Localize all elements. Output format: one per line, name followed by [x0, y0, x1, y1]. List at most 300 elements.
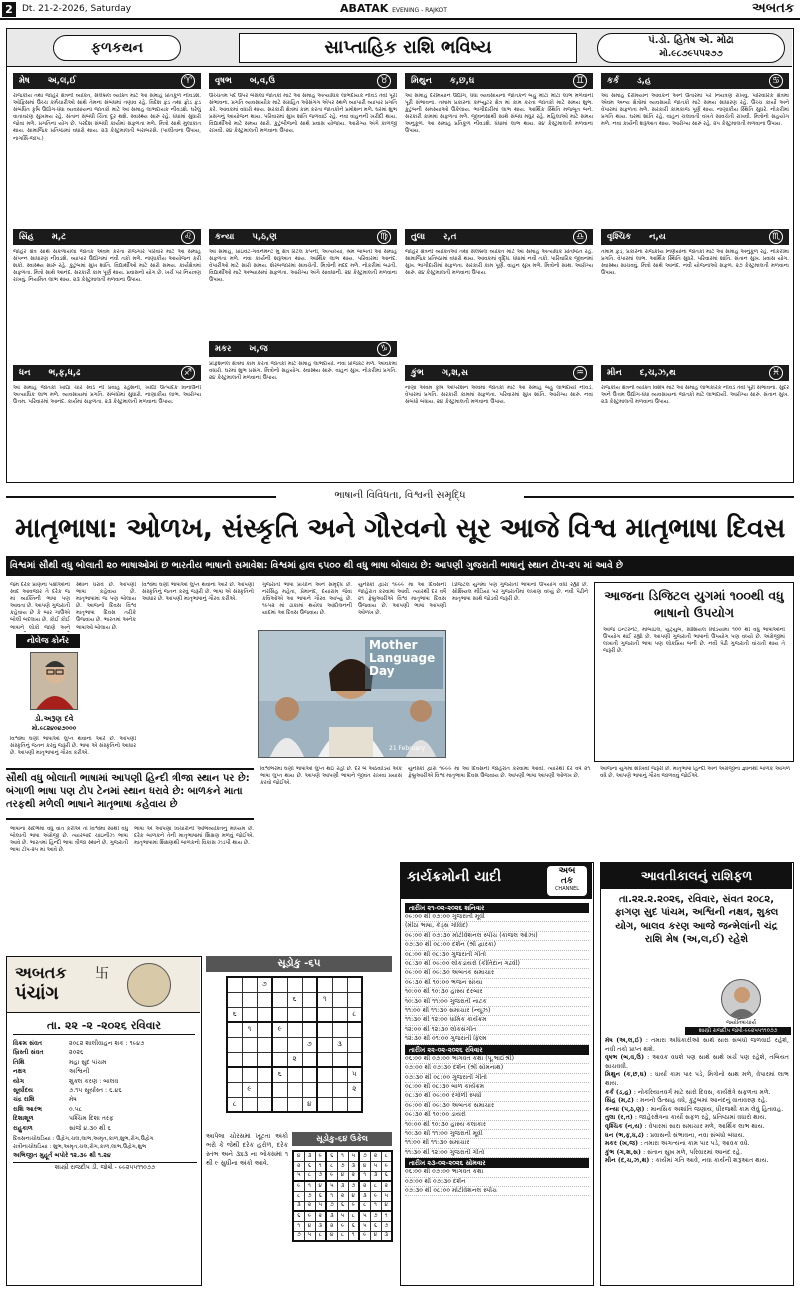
sign-letters: બ,વ,ઉ [249, 76, 275, 86]
sudoku-row [293, 1221, 392, 1231]
event-item: ૧૦:૦૦ થી ૧૦:૩૦ હાસ્ય કલાકાર [405, 1121, 589, 1130]
sudoku-cell: ૫ [326, 1181, 337, 1191]
sign-name: સિંહ [19, 232, 34, 242]
article-kicker [0, 490, 800, 504]
event-item: ૦૯:૦૦ થી ૦૯:૩૦ અબતક સમાચાર [405, 1102, 589, 1111]
sudoku-cell [302, 1052, 317, 1067]
sign-text-makar: પ્રોફેશનલ ક્ષેત્રમાં કામ કરતા જાતકો માટે સમાહ લાભદાયી. નવા પ્રોજેક્ટ મળે. આવકમાં વધારો. ઘરમાં શુભ પ્રસંગ. મિત્રોનો સહયોગ. સ્વાસ્થ્ય સારું. વાહન સુખ. નોકરીમાં પ્રગતિ. ૨૪ કેસ્ટુમાલતી મળવાના ઉપાય. [209, 361, 397, 382]
prediction-item [605, 1037, 789, 1054]
sudoku-cell [227, 1037, 242, 1052]
events-title: કાર્યક્રમોની યાદી [407, 869, 502, 885]
sign-text-kumbh: નાણાં એવમ કૃષિ ઓપરેશન એવમાં જાતકો માટે આ સમાહ બહુ લાભદાયી નીવડે. વેપારમાં પ્રગતિ. સરકારી કામમાં સફળતા. પરિવારમાં સુખ શાંતિ. આરોગ્ય સારું. નવા સંબંધો બંધાય. ૨૪ કેસ્ટુમાલતી મળવાના ઉપાય. [405, 385, 593, 406]
sudoku-cell: ૮ [347, 1007, 362, 1022]
sign-letters: ભ,ફ,ધ,ઢ [48, 368, 81, 378]
sudoku-row [293, 1231, 392, 1241]
sudoku-cell [272, 992, 287, 1007]
panchang-title: પંચાંગ [15, 983, 59, 1004]
sudoku-row [227, 1037, 362, 1052]
events-box [400, 862, 594, 1286]
sign-letters: ગ,શ,સ [441, 368, 468, 378]
panchang-row: દિશાશૂળ પશ્ચિમ દિશા તરફ [13, 1115, 114, 1123]
sudoku-cell: ૧ [315, 1161, 326, 1171]
panchang-row: સૂર્યોદય ૭.૧૫ સૂર્યાસ્ત : ૬.૪૬ [13, 1087, 122, 1095]
sudoku-row [293, 1161, 392, 1171]
sudoku-cell: ૧ [370, 1201, 381, 1211]
sudoku-cell: ૧ [293, 1221, 304, 1231]
page-number: 2 [2, 2, 16, 17]
photo-title-2: Language [369, 651, 436, 665]
events-day-header: તારીખ ૨૩-૦૨-૨૦૨૬ સોમવાર [405, 1158, 589, 1168]
sudoku-cell [287, 977, 302, 992]
event-item: ૦૮:૩૦ થી ૦૯:૦૦ લોકડાયરો (કીર્તિદાન ગઢવી) [405, 960, 589, 969]
sudoku-cell: ૧ [242, 1022, 257, 1037]
panchang-rows [13, 1039, 197, 1173]
sudoku-cell: ૭ [370, 1211, 381, 1221]
sudoku-cell [287, 1007, 302, 1022]
sudoku-cell [302, 1082, 317, 1097]
sudoku-row [227, 1022, 362, 1037]
sudoku-cell: ૩ [370, 1171, 381, 1181]
prediction-sign: તુલા (ર,ત) [605, 1114, 635, 1122]
astrologer-info: શાસ્ત્રી રાજદીપ જોષી-૯૯૨૫૫૧૧૦૭૭ [685, 1027, 791, 1035]
sudoku-row [293, 1211, 392, 1221]
sudoku-cell: ૨ [370, 1151, 381, 1161]
sudoku-cell: ૭ [293, 1231, 304, 1241]
astrologer-name: જ્યોતિષાચાર્ય [726, 1020, 756, 1026]
sign-name: તુલા [411, 232, 426, 242]
sudoku-row [227, 1052, 362, 1067]
event-item: ૦૭:૩૦ થી ૦૮:૦૦ મોટીવેશનલ સ્પીચ [405, 1187, 589, 1196]
event-item: ૧૨:૩૦ થી ૦૧:૦૦ ગુજરાતી ફિલ્મ [405, 1035, 589, 1044]
sign-header-dhan [13, 365, 201, 381]
sudoku-cell: ૩ [332, 1037, 347, 1052]
sudoku-cell: ૨ [287, 1052, 302, 1067]
sudoku-cell [272, 1007, 287, 1022]
pull-quote: સૌથી વધુ બોલાતી ભાષામાં આપણી હિન્દી ત્રીજા સ્થાન પર છે: બંગાળી ભાષા પણ ટોપ ટેનમાં સ્થાન ધરાવે છે: બાળકને માતા તરફથી મળેલી ભાષાને માતૃભાષા કહેવાય છે [6, 768, 254, 820]
sudoku-cell: ૪ [304, 1221, 315, 1231]
sudoku-cell: ૫ [293, 1171, 304, 1181]
sudoku-row [227, 1007, 362, 1022]
aries-icon: ♈ [181, 74, 195, 88]
prediction-item [605, 1132, 789, 1141]
sudoku-cell [317, 1067, 332, 1082]
sudoku-cell [257, 1022, 272, 1037]
sudoku-cell: ૩ [315, 1221, 326, 1231]
article-lower-col-4: યુનેસ્કો દ્વારા ૧૯૯૯ માં આ દિવસની જાહેરાત કરવામાં આવી. ત્યારથી દર વર્ષે ૨૧ ફેબ્રુઆરીએ વિશ્વ માતૃભાષા દિવસ ઉજવાય છે. આપણી ભાષા આપણી ઓળખ છે. [408, 766, 590, 780]
sudoku-cell [257, 992, 272, 1007]
sudoku-cell: ૨ [293, 1161, 304, 1171]
sudoku-cell [287, 1082, 302, 1097]
prediction-text: : આવક વધશે પણ સાથે સાથે ખર્ચ પણ રહેશે, તબિયત સાચવવી. [605, 1054, 789, 1070]
sign-name: મિથુન [411, 76, 432, 86]
sudoku-cell: ૯ [337, 1221, 348, 1231]
astrologer-photo [721, 979, 761, 1019]
paper-edition: EVENING - RAJKOT [392, 7, 447, 14]
prediction-sign: મકર (ખ,જ) [605, 1140, 641, 1148]
sudoku-cell [257, 1007, 272, 1022]
sudoku-cell [317, 1007, 332, 1022]
sudoku-cell [347, 1052, 362, 1067]
event-item: ૦૯:૩૦ થી ૧૦:૦૦ ભજન સંધ્યા [405, 979, 589, 988]
sudoku-cell [302, 992, 317, 1007]
sudoku-cell: ૬ [315, 1191, 326, 1201]
logo-sub: CHANNEL [554, 886, 580, 892]
sudoku-title: સૂડોકુ -૬૫ [206, 956, 392, 972]
choghadiya-day: દિવસનાચોઘડિયા : ઉદ્વેગ,ચલ,લાભ,અમૃત,કાળ,શુભ,રોગ,ઉદ્વેગ [13, 1136, 154, 1143]
panchang-row: રાશિ આરંભ ૦.૫૮ [13, 1105, 83, 1113]
sudoku-cell [257, 1037, 272, 1052]
prediction-text: : ધાર્યા કામ પાર પડે, મિત્રોનો સાથ મળે, વેપારમાં લાભ થાય. [605, 1071, 789, 1087]
sudoku-cell: ૪ [315, 1181, 326, 1191]
sudoku-cell: ૩ [293, 1201, 304, 1211]
sudoku-cell [347, 1097, 362, 1112]
sudoku-cell: ૭ [257, 977, 272, 992]
sudoku-cell: ૨ [359, 1181, 370, 1191]
sudoku-cell [242, 977, 257, 992]
article-lower-col-3: વિશ્વભરમાં ઘણી ભાષાઓ લુપ્ત થઈ રહી છે. દર બે અઠવાડિયે એક ભાષા લુપ્ત થાય છે. આપણે આપણી ભાષાને જીવંત રાખવા પ્રયાસ કરવો જોઈએ. [260, 766, 402, 787]
sudoku-cell: ૬ [304, 1161, 315, 1171]
sign-header-vrushchik [601, 229, 789, 245]
sign-name: કુંભ [411, 368, 424, 378]
prediction-sign: વૃષભ (બ,વ,ઉ) [605, 1054, 648, 1062]
kicker-rule-left [6, 496, 276, 498]
article-col-1b: વિશ્વમાં ઘણી ભાષાઓ લુપ્ત થવાના આરે છે. આપણી સંસ્કૃતિનું જતન કરવું જરૂરી છે. ભાષા એ સંસ્કૃતિનો આધાર છે. આપણી માતૃભાષાનું ગૌરવ કરીએ. [10, 736, 136, 757]
prediction-item [605, 1054, 789, 1071]
article-lower-col-2: ભાષા એ આપણા વિચારોની અભિવ્યક્તિનું માધ્યમ છે. દરેક બાળકને તેની માતૃભાષામાં શિક્ષણ મળવું જોઈએ. માતૃભાષામાં શિક્ષણથી બાળકનો વિકાસ ઝડપી થાય છે. [134, 826, 254, 847]
digital-box-text-2: આજના યુગમાં શીખવી જરૂરી છે. માતૃભાષા હિન્દી અને અંગ્રેજીના જ્ઞાનથી બાળક આગળ વધે છે. આપણે ભાષાનું ગૌરવ જાળવવું જોઈએ. [600, 766, 790, 780]
paper-name [340, 2, 447, 15]
sudoku-cell: ૩ [381, 1231, 392, 1241]
sign-text-kanya: આ સમાહ, પ્રાઇવેટ-ગવર્નમેન્ટ મુ ક્ષેત્ર રિટેલ કંપની, અત્યધ્યા, શ્રમ બાબતી આ સમાહ સફળતા મળે. નવા કાર્યની શરૂઆત થાય. આર્થિક લાભ થાય. પરિવારમાં આનંદ. વેપારીઓ માટે સારો સમય. શેરબજારમાં સાવચેતી. મિત્રોની મદદ મળે. નોકરીમાં બઢતી. વિદ્યાર્થીઓ માટે અભ્યાસમાં સફળતા. આરોગ્ય અંગે સાવધાની. ૨૪ કેસ્ટુમાલતી મળવાના ઉપાય. [209, 249, 397, 284]
sudoku-cell: ૩ [326, 1211, 337, 1221]
sudoku-row [227, 1067, 362, 1082]
panchang-astrologer: શાસ્ત્રી રાજદીપ ડી. જોષી - ૯૯૨૫૫૧૧૦૭૭ [13, 1162, 197, 1173]
sign-text-mesh: રાજકીય તથા જાહેર ક્ષેત્રની વ્યક્તિ, સેલેબ્રલ વ્યક્તિ માટે આ સમાહ પ્રતિકૂળ નીવડશે. ઓફિસમાં ઉચ્ચ કર્મચારીઓ સાથે તેમના સંબંધમાં તણાવ રહે. વિદેશ ફંડ તથા ફ્રોડ ફંડ સંબંધિત કૃષિ ઉદ્યોગ-ધંધા વ્યવસાયના જાતકો માટે આ સમાહ લાભદાયક નીવડશે. ઘરેલું વાતાવરણ સુખમય રહે. સંતાન સંબંધી ચિંતા દૂર થશે. સ્વાસ્થ્ય સારું રહે. ધંધામાં સુધારો જોવા મળે. પ્રગતિના યોગ છે. પરદેશ સંબંધી કાર્યમાં સફળતા મળે. મિત્રો સાથે મુલાકાત થાય. સામાજિક પ્રતિષ્ઠામાં વધારો થાય. ૨૩ કેસ્ટુમાલતી બરાબરસે. (પાલીતાના ઉપાય, નાગર્સિ-જાપ.) [13, 93, 201, 142]
leo-icon: ♌ [181, 230, 195, 244]
sudoku-cell: ૪ [348, 1191, 359, 1201]
sudoku-row [227, 977, 362, 992]
sign-letters: દ,ચ,ઝ,થ [639, 368, 676, 378]
prediction-sign: મેષ (અ,લ,ઈ) [605, 1037, 646, 1044]
prediction-text: : વેપારમાં સારા સમાચાર મળે, આર્થિક લાભ થાય. [644, 1122, 765, 1130]
scorpio-icon: ♏ [769, 230, 783, 244]
sudoku-cell: ૧ [337, 1151, 348, 1161]
prediction-text: : તમારા અધિકારીઓ સાથે સારા સંબંધો જળવાઈ રહેશે, નવી તકો પ્રાપ્ત થશે. [605, 1037, 789, 1053]
event-item: ૦૬:૦૦ થી ૦૭:૦૦ ભાગવત કથા [405, 1168, 589, 1177]
sudoku-cell: ૮ [326, 1161, 337, 1171]
sudoku-cell [332, 1082, 347, 1097]
sudoku-cell: ૬ [287, 992, 302, 1007]
sign-text-dhan: આ સમાહ જાતકો ખાદ્યા ચાર સ્વર્ડ ની પ્રવાહ રહેશની, ખાદ્યો ઉત્પાદક વિનાઉની અત્યાધિક લાભ મળે. વ્યવસાયમાં પ્રગતિ. સંબંધોમાં સુધારો. નાણાકીય લાભ. આરોગ્ય ઉત્તમ. પરિવારમાં આનંદ. કાર્યમાં સફળતા. ૨૩ કેસ્ટુમાલતી મળવાના ઉપાય. [13, 385, 201, 406]
sudoku-cell: ૮ [337, 1231, 348, 1241]
sudoku-cell [317, 1037, 332, 1052]
sudoku-cell [227, 992, 242, 1007]
sudoku-cell [332, 1052, 347, 1067]
panchang-header [7, 957, 200, 1013]
sudoku-cell [332, 977, 347, 992]
sudoku-cell [257, 1082, 272, 1097]
sudoku-row [293, 1171, 392, 1181]
event-item: ૧૦:૦૦ થી ૧૦:૩૦ હાસ્ય દરબાર [405, 988, 589, 997]
article-col-1: જેમ દરેક પ્રાણના પક્ષીઓનો સ્વદ આવજાર તે દરેક જ માં વ્યક્તિની ભાષા પણ આવતા છે. આપણે ગુજરાતી કહેવાય છે કે બાર ગાઉએ બોલી બદલાય છે. કોઈ કોઈ ભાષાને લોકો જાણે અને [10, 582, 70, 631]
logo-bottom: તક [560, 876, 574, 886]
taurus-icon: ♉ [377, 74, 391, 88]
paper-title: ABATAK [340, 2, 389, 15]
sudoku-solution-grid [292, 1150, 393, 1242]
sudoku-cell: ૫ [337, 1211, 348, 1221]
sign-header-kark [601, 73, 789, 89]
sudoku-cell [227, 1022, 242, 1037]
sign-name: મેષ [19, 76, 30, 86]
cancer-icon: ♋ [769, 74, 783, 88]
sudoku-cell: ૯ [304, 1211, 315, 1221]
prediction-sign: વૃશ્ચિક (ન,ય) [605, 1122, 645, 1130]
sign-letters: ન,ય [649, 232, 666, 242]
sign-name: મકર [215, 344, 232, 354]
sudoku-cell: ૮ [293, 1191, 304, 1201]
sudoku-cell: ૭ [326, 1201, 337, 1211]
event-item: ૧૦:૩૦ થી ૧૧:૦૦ ગુજરાતી મૂવી [405, 1130, 589, 1139]
sudoku-cell: ૯ [348, 1201, 359, 1211]
sudoku-cell: ૯ [272, 1022, 287, 1037]
prediction-text: : મનનો ઉત્સાહ વધે, કુટુંબમાં આનંદનું વાતાવરણ રહે. [636, 1097, 768, 1105]
event-item: ૦૯:૦૦ થી ૦૯:૩૦ અબતક સમાચાર [405, 969, 589, 978]
sign-name: મીન [607, 368, 622, 378]
sudoku-cell: ૭ [348, 1181, 359, 1191]
sudoku-cell [347, 992, 362, 1007]
sudoku-cell [317, 1097, 332, 1112]
sudoku-cell: ૯ [242, 1082, 257, 1097]
prediction-sign: મીન (દ,ચ,ઝ,થ) [605, 1157, 652, 1165]
sudoku-cell: ૮ [359, 1201, 370, 1211]
sudoku-section [206, 956, 396, 1286]
kicker-text: ભાષાની વિવિધતા, વિશ્વની સમૃદ્ધિ [334, 490, 466, 501]
sagittarius-icon: ♐ [181, 366, 195, 380]
columnist-photo [30, 652, 78, 710]
sudoku-cell: ૮ [348, 1211, 359, 1221]
prediction-text: : તમારા અગત્યના કામ પાર પડે, આવક વધે. [640, 1140, 750, 1148]
sudoku-row [227, 1082, 362, 1097]
sudoku-cell: ૧ [304, 1181, 315, 1191]
events-list [405, 903, 589, 1283]
choghadiya-night: રાત્રીનાચોઘડિયા : શુભ,અમૃત,ચલ,રોગ,કાળ,લાભ,ઉદ્વેગ,શુભ [13, 1144, 147, 1151]
panchang-date: તા. ૨૨ -૨ -૨૦૨૬ રવિવાર [13, 1017, 195, 1035]
sudoku-cell [242, 1097, 257, 1112]
sudoku-cell: ૫ [370, 1161, 381, 1171]
event-item: ૦૭:૩૦ થી ૦૮:૦૦ ગુજરાતી ગીતો [405, 1074, 589, 1083]
event-item: ૧૦:૩૦ થી ૧૧:૦૦ ગુજરાતી નાટક [405, 998, 589, 1007]
sign-header-sinh [13, 229, 201, 245]
prediction-text: : જાહેરક્ષેત્રના કાર્યો સફળ રહે, પ્રતિષ્ઠામાં વધારો થાય. [634, 1114, 767, 1122]
panchang-row: ચંદ્ર રાશિ મેષ [13, 1096, 77, 1104]
sign-header-meen [601, 365, 789, 381]
tomorrow-title: આવતીકાલનું રાશિફળ [601, 863, 792, 889]
author-name: પં.ડો. હિતેષ એ. મોઢા [648, 35, 734, 46]
sign-letters: ખ,જ [249, 344, 268, 354]
sudoku-cell: ૩ [359, 1191, 370, 1201]
sudoku-cell: ૩ [337, 1181, 348, 1191]
prediction-sign: કુંભ (ગ,શ,સ) [605, 1148, 644, 1156]
sign-text-vrushchik: તમામ ફંડ, પ્રકારના રાજકીય નિર્ણયોના જાતકો માટે આ સમાહ અનુકૂળ રહે. નોકરીમાં પ્રગતિ. વેપારમાં લાભ. આર્થિક સ્થિતિ સુધરે. પરિવારમાં શાંતિ. સંતાન સુખ. પ્રવાસ યોગ. સ્વાસ્થ્ય સાચવવું. મિત્રો સાથે આનંદ. નવી યોજનાઓ સફળ. ૨૭ કેસ્ટુમાલતી મળવાના ઉપાય. [601, 249, 789, 277]
tomorrow-intro: તા.૨૨.૨.૨૦૨૬, રવિવાર, સંવત ૨૦૮૨, ફાગણ સુદ પાંચમ, અશ્વિની નક્ષત્ર, શુક્લ યોગ, બાલવ કરણ આજે જન્મેલાંની ચંદ્ર રાશિ મેષ (અ,લ,ઈ) રહેશે [614, 894, 779, 946]
sign-header-makar [209, 341, 397, 357]
horoscope-section [6, 28, 794, 483]
sudoku-cell: ૮ [381, 1151, 392, 1161]
sign-letters: મ,ટ [51, 232, 67, 242]
panchang-row: તિથિ મહા સુદ પાંચમ [13, 1058, 107, 1066]
events-day-header: તારીખ ૨૨-૦૨-૨૦૨૬ રવિવાર [405, 1045, 589, 1055]
sudoku-row [293, 1181, 392, 1191]
sudoku-cell [317, 977, 332, 992]
columnist-name: ડો.અરૂણ દવે [34, 714, 74, 723]
sign-text-mithun: આ સમાહ દરમિયાન ઉદ્યોગ, ધંધા વ્યવસાયના જાતકને બહુ મોટા મોટા લાભ મળવાની પૂરી સંભાવના. તમામ પ્રકારના કમ્પ્યુટર ક્ષેત્ર માં કામ કરતા જાતકો માટે સમય શુભ. કુટુંબની સમસ્યાઓ ઉકેલાય. ભાગીદારીમાં લાભ થાય. આર્થિક સ્થિતિ મજબૂત બને. સરકારી કામમાં સફળતા મળે. જીવનસાથી સાથે સંબંધ મધુર રહે. મહિલાઓ માટે સમય અનુકૂળ. આ સમાહ પ્રતિકૂળ નીવડશે. ધંધામાં લાભ થાય. ૨૪ કેસ્ટુમાલતી મળવાના ઉપાય. [405, 93, 593, 135]
sudoku-cell [332, 1022, 347, 1037]
sudoku-cell [227, 977, 242, 992]
sign-letters: અ,લ,ઈ [47, 76, 77, 86]
sign-name: વૃષભ [215, 76, 232, 86]
sudoku-cell: ૪ [370, 1231, 381, 1241]
sudoku-cell [302, 1067, 317, 1082]
sudoku-cell: ૪ [381, 1201, 392, 1211]
author-mobile: મો.૯૮૭૯૫૫૨૭૭ [659, 49, 723, 59]
sign-name: વૃશ્ચિક [607, 232, 632, 242]
sudoku-cell: ૧ [348, 1231, 359, 1241]
event-item: ૧૧:૩૦ થી ૧૨:૦૦ ધાર્મિક કાર્યક્રમ [405, 1016, 589, 1025]
sudoku-cell: ૫ [348, 1151, 359, 1161]
sudoku-solution-title: સૂડોકુ-૬૪ ઉકેલ [292, 1132, 392, 1146]
swastik-icon: 卐 [95, 966, 109, 982]
article-lower-col-1: ભાષાના સંદર્ભમાં વધુ વાત કરીએ તો વિશ્વમાં સૌથી વધુ બોલાતી ભાષા અંગ્રેજી છે. ત્યારબાદ ચાઇનીઝ ભાષા આવે છે. ભારતમાં હિન્દી ભાષા ત્રીજા સ્થાને છે. ગુજરાતી ભાષા ટોપ-૨૫ માં આવે છે. [10, 826, 128, 854]
event-item: ૦૭:૩૦ થી ૦૮:૦૦ દર્શન (શ્રી દ્વારકા) [405, 941, 589, 950]
prediction-sign: ધન (ભ,ફ,ધ,ઢ) [605, 1131, 647, 1139]
sudoku-cell: ૯ [315, 1151, 326, 1161]
sudoku-cell [242, 1052, 257, 1067]
sudoku-instructions: આપેલા ચોરસમાં ખૂટતા અંકો ભરો કે જેથી દરેક હરોળ, દરેક સ્તંભ અને ૩x૩ ના બોક્સમાં ૧ થી ૯ સુધીના અંકો આવે. [206, 1132, 288, 1167]
event-item: ૦૯:૩૦ થી ૧૦:૦૦ ડાયરો [405, 1111, 589, 1120]
prediction-sign: સિંહ (મ,ટ) [605, 1097, 637, 1105]
sudoku-cell: ૭ [337, 1161, 348, 1171]
events-day-header: તારીખ ૨૧-૦૨-૨૦૨૬ શનિવાર [405, 903, 589, 913]
article-col-2: સ્થાન ધરાવે છે. આપણી ભાષા કહેવાય છે. માતૃભાષામાં જ પણ બોલાય છે. આજનો દિવસ વિશ્વ માતૃભાષા દિવસ તરીકે ઉજવાય છે. ભારતમાં અનેક ભાષાઓ બોલાય છે. [76, 582, 136, 631]
sudoku-cell: ૫ [381, 1191, 392, 1201]
article-col-3: વિશ્વમાં ઘણી ભાષાઓ લુપ્ત થવાના આરે છે. આપણી સંસ્કૃતિનું જતન કરવું જરૂરી છે. ભાષા એ સંસ્કૃતિનો આધાર છે. આપણી માતૃભાષાનું ગૌરવ કરીએ. [142, 582, 254, 603]
sudoku-cell: ૨ [348, 1171, 359, 1181]
sudoku-cell: ૭ [304, 1191, 315, 1201]
sudoku-cell: ૫ [304, 1231, 315, 1241]
sudoku-cell: ૫ [359, 1221, 370, 1231]
sudoku-cell [332, 992, 347, 1007]
sudoku-cell [287, 1097, 302, 1112]
sudoku-cell: ૪ [293, 1151, 304, 1161]
sudoku-cell: ૬ [326, 1151, 337, 1161]
sudoku-cell [242, 1007, 257, 1022]
sign-name: કર્ક [607, 76, 620, 86]
article-photo [258, 630, 446, 758]
author-box [597, 33, 785, 63]
sudoku-cell [332, 1067, 347, 1082]
panchang-row: રાહુકાળ સાંજે ૪.૩૦ થી ૬ [13, 1124, 111, 1132]
sudoku-grid [226, 976, 363, 1113]
sign-header-vrushabh [209, 73, 397, 89]
sudoku-cell: ૭ [359, 1151, 370, 1161]
pisces-icon: ♓ [769, 366, 783, 380]
main-subhead: વિશ્વમાં સૌથી વધુ બોલાતી ૨૦ ભાષાઓમાં છ ભારતીય ભાષાનો સમાવેશ: વિશ્વમાં હાલ ૬૫૦૦ થી વધુ ભાષા બોલાય છે: આપણી ગુજરાતી ભાષાનું સ્થાન ટોપ-૨૫ માં આવે છે [6, 556, 794, 576]
photo-title-1: Mother [369, 638, 418, 652]
event-item: ૧૧:૦૦ થી ૧૧:૩૦ સમાચાર (ન્યૂઝ) [405, 1007, 589, 1016]
sudoku-cell: ૮ [315, 1231, 326, 1241]
prediction-item [605, 1097, 789, 1106]
event-item: ૧૨:૦૦ થી ૧૨:૩૦ લોકસંગીત [405, 1026, 589, 1035]
event-item: ૦૯:૦૦ થી ૦૭:૩૦ મોટીવેશનલ સ્પીચ (કાજલ ઓઝા) [405, 932, 589, 941]
article-col-4: ગુજરાતી ભાષા પ્રાચીન અને સમૃદ્ધ છે. નરસિંહ મહેતા, પ્રેમાનંદ, દયારામ જેવા કવિઓએ આ ભાષાને ગૌરવ આપ્યું છે. ૧૯૫૨ માં ઢાકામાં થયેલા આંદોલનની યાદમાં આ દિવસ ઉજવાય છે. [262, 582, 352, 617]
prediction-item [605, 1089, 789, 1098]
sudoku-cell [227, 1082, 242, 1097]
sudoku-cell [227, 1067, 242, 1082]
panchang-box [6, 956, 202, 1286]
sudoku-cell [317, 1022, 332, 1037]
article-col-6: ડિજિટલ યુગમાં પણ ગુજરાતી ભાષાનો ઉપયોગ વધી રહ્યો છે. સોશિયલ મીડિયા પર ગુજરાતીમાં લખાણ વધ્યું છે. નવી પેઢીને માતૃભાષા સાથે જોડવી જરૂરી છે. [452, 582, 588, 603]
sudoku-cell [347, 1037, 362, 1052]
event-item: ૦૮:૦૦ થી ૦૮:૩૦ બાળ કાર્યક્રમ [405, 1083, 589, 1092]
sudoku-cell: ૪ [326, 1231, 337, 1241]
sudoku-cell [287, 1037, 302, 1052]
digital-box-title: આજના ડિજિટલ યુગમાં ૧૦૦થી વધુ ભાષાનો ઉપયોગ [604, 588, 784, 620]
sudoku-cell [347, 977, 362, 992]
prediction-item [605, 1140, 789, 1149]
sign-header-mesh [13, 73, 201, 89]
photo-title-3: Day [369, 664, 395, 678]
prediction-text: : પ્રવાસની સંભાવના, નવા સંબંધો બંધાય. [646, 1131, 745, 1139]
header-date: Dt. 21-2-2026, Saturday [22, 4, 132, 14]
sudoku-row [293, 1191, 392, 1201]
sudoku-cell [272, 1082, 287, 1097]
sudoku-cell: ૨ [347, 1082, 362, 1097]
prediction-text: : માનસિક અશાંતિ જણાય, ધીરજથી કામ લેવું હિતાવહ. [646, 1105, 784, 1113]
sudoku-cell [227, 1052, 242, 1067]
photo-date: 21 February [389, 745, 426, 752]
event-item: ૦૬:૦૦ થી ૦૭:૦૦ ભાગવત કથા (પૂ.ભાઈશ્રી) [405, 1055, 589, 1064]
sudoku-cell [332, 1007, 347, 1022]
person-icon [31, 653, 78, 710]
sudoku-cell: ૯ [326, 1171, 337, 1181]
sign-name: કન્યા [215, 232, 235, 242]
article-col-5: યુનેસ્કો દ્વારા ૧૯૯૯ માં આ દિવસની જાહેરાત કરવામાં આવી. ત્યારથી દર વર્ષે ૨૧ ફેબ્રુઆરીએ વિશ્વ માતૃભાષા દિવસ ઉજવાય છે. આપણી ભાષા આપણી ઓળખ છે. [358, 582, 446, 617]
event-item: (મીઠા ભાષા, કેડ્સ ગોવિંદ) [405, 922, 589, 931]
sudoku-cell [302, 1007, 317, 1022]
sudoku-cell: ૬ [293, 1211, 304, 1221]
sign-text-kark: આ સમાહ દરમિયાન આવકને અને ઉતારમાં પર નિયંત્રણ રાખવું. પારિવારિક ક્ષેત્રમાં એવમ અન્ય ક્ષેત્રોમાં વ્યવસાયી જાતકો માટે સમય સાધારણ રહે. ઉચ્ચ કાર્યો અને વેપારમાં સફળતા મળે. સરકારી કામકાજ પૂર્ણ થાય. નાણાકીય સ્થિતિ સુધરે. નોકરીમાં પ્રગતિ થાય. ઘરમાં શાંતિ રહે. વાહન ચલાવતી વખતે સાવચેતી રાખવી. મિત્રોનો સહયોગ મળે. નવા કાર્યની શરૂઆત થાય. આરોગ્ય સારું રહે. ૨૫ કેસ્ટુમાલતી મળવાના ઉપાય. [601, 93, 789, 128]
prediction-item [605, 1123, 789, 1132]
sudoku-cell [272, 1097, 287, 1112]
sudoku-cell: ૪ [337, 1171, 348, 1181]
sudoku-cell: ૩ [348, 1161, 359, 1171]
sign-letters: ડ,હ [637, 76, 651, 86]
knowledge-corner-tag: નોલેજ કોર્નર [16, 634, 80, 648]
event-item: ૦૮:૩૦ થી ૦૯:૦૦ રંગોળી સ્પર્ધા [405, 1092, 589, 1101]
sudoku-cell [257, 1097, 272, 1112]
sudoku-cell: ૭ [302, 1037, 317, 1052]
sudoku-cell: ૨ [337, 1191, 348, 1201]
sudoku-cell: ૬ [227, 1007, 242, 1022]
sudoku-cell [272, 1052, 287, 1067]
sudoku-cell: ૭ [381, 1221, 392, 1231]
sudoku-row [227, 1097, 362, 1112]
event-item: ૦૯:૦૦ થી ૦૭:૦૦ ગુજરાતી મૂવી [405, 913, 589, 922]
sudoku-cell: ૬ [370, 1221, 381, 1231]
sudoku-cell [272, 977, 287, 992]
prediction-sign: કર્ક (ડ,હ) [605, 1088, 634, 1096]
sudoku-cell [272, 1037, 287, 1052]
